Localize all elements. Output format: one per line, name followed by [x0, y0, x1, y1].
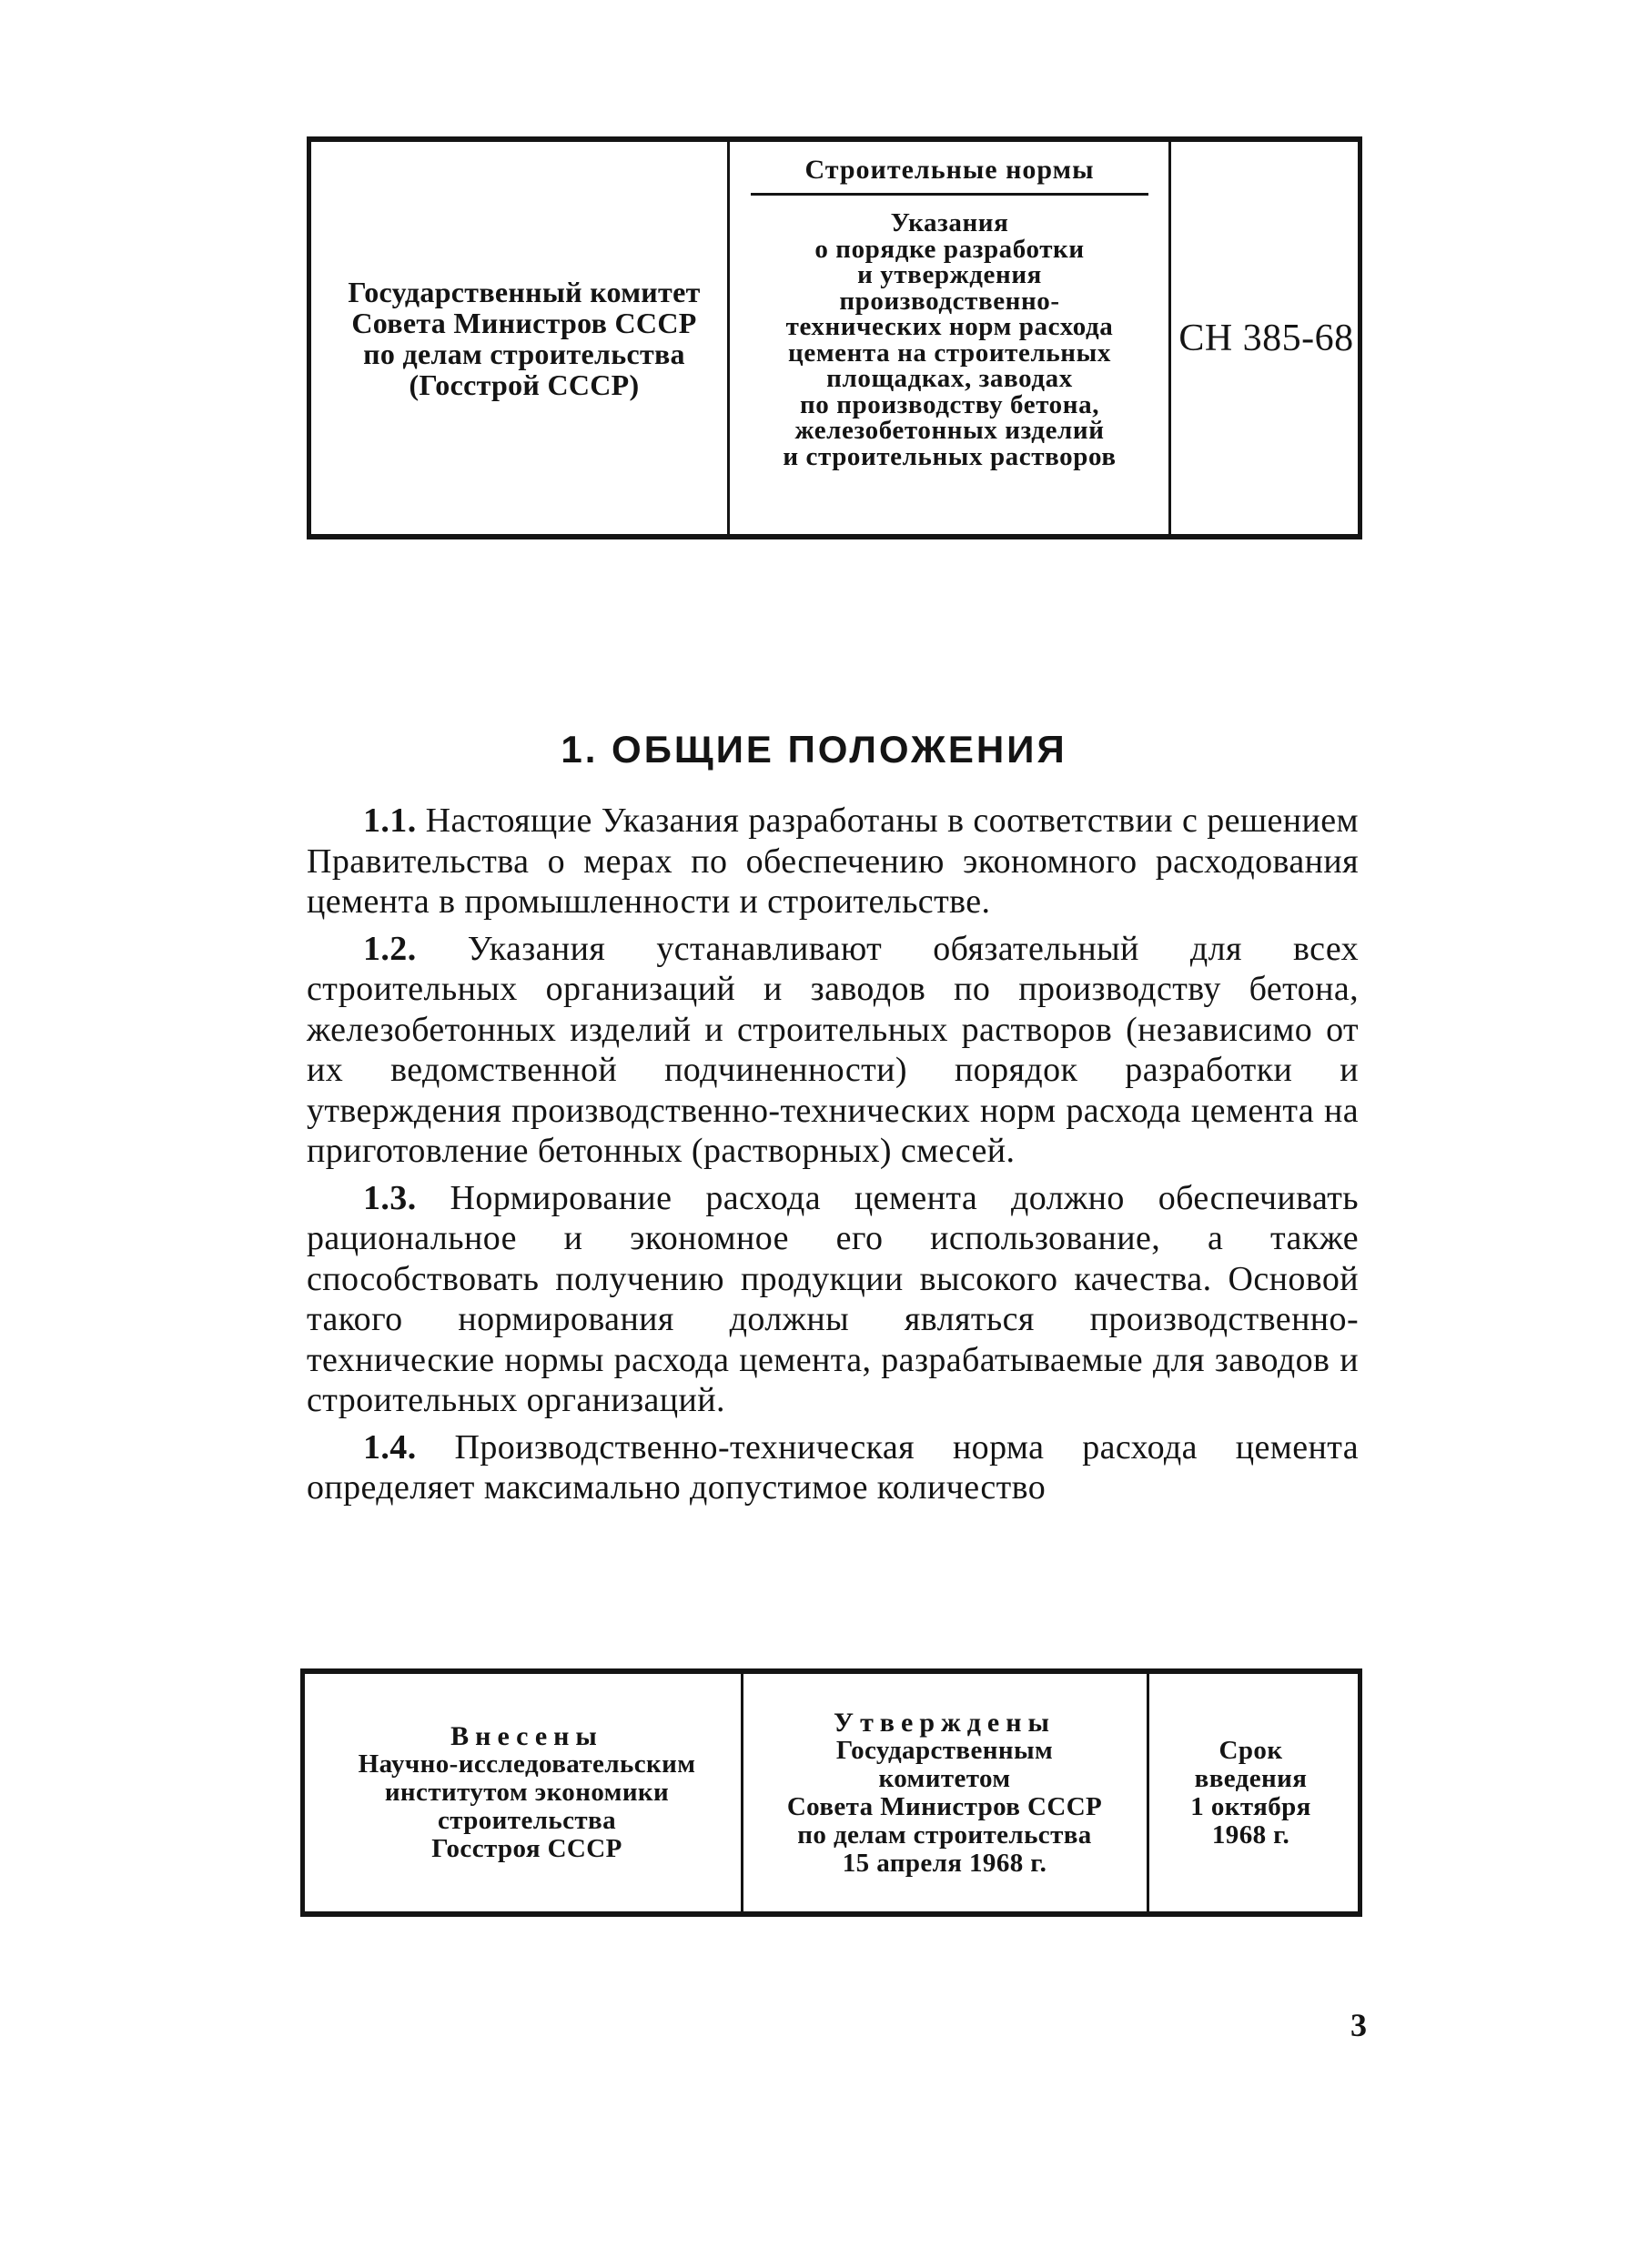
approved-line: 15 апреля 1968 г.	[842, 1848, 1047, 1878]
title-line: технических норм расхода	[785, 312, 1114, 341]
paragraph-1-4	[307, 1427, 1359, 1508]
document-title-cell	[729, 142, 1170, 534]
issuer-line: (Госстрой СССР)	[409, 368, 640, 401]
header-table	[307, 136, 1362, 539]
page-number: 3	[1350, 2007, 1367, 2043]
approved-line: Совета Министров СССР	[786, 1791, 1103, 1821]
approved-label: Утверждены	[834, 1707, 1056, 1738]
effective-line: 1 октября	[1190, 1791, 1311, 1821]
effective-date-cell	[1148, 1674, 1353, 1911]
section-title: 1. ОБЩИЕ ПОЛОЖЕНИЯ	[561, 728, 1067, 771]
paragraph-number: 1.2.	[363, 929, 417, 968]
issuer-cell	[319, 142, 729, 534]
table-left-border	[300, 1674, 305, 1911]
introduced-by-cell	[313, 1674, 741, 1911]
document-code-cell	[1170, 142, 1362, 534]
document-category: Строительные нормы	[751, 156, 1148, 196]
document-code: СН 385-68	[1178, 317, 1354, 359]
introduced-line: строительства	[437, 1806, 616, 1835]
issuer-line: по делам строительства	[363, 337, 685, 370]
footer-table	[300, 1668, 1362, 1917]
section-body	[307, 801, 1359, 1515]
effective-line: введения	[1194, 1763, 1308, 1793]
paragraph-text: Указания устанавливают обязательный для всех строительных организаций и заводов по производству бетона, железобетонных изделий и строительных растворов (независимо от их ведомственной подчиненности) порядок разработки и утверждения производственно-технических норм расхода цемента на приготовление бетонных (растворных) смесей.	[307, 929, 1359, 1170]
paragraph-text: Нормирование расхода цемента должно обеспечивать рациональное и экономное его использование, а также способствовать получению продукции высокого качества. Основой такого нормирования должны являться производственно-технические нормы расхода цемента, разрабатываемые для заводов и строительных организаций.	[307, 1178, 1360, 1419]
table-left-border	[307, 142, 311, 534]
effective-line: 1968 г.	[1211, 1819, 1290, 1850]
paragraph-1-2	[307, 929, 1359, 1172]
paragraph-number: 1.3.	[363, 1178, 417, 1217]
paragraph-number: 1.1.	[363, 801, 417, 840]
introduced-label: Внесены	[450, 1721, 603, 1751]
paragraph-1-1	[307, 801, 1359, 922]
issuer-line: Совета Министров СССР	[351, 306, 697, 339]
title-line: производственно-	[839, 286, 1060, 316]
table-right-border	[1358, 1674, 1362, 1911]
introduced-line: институтом экономики	[384, 1778, 670, 1807]
paragraph-text: Производственно-техническая норма расхода цемента определяет максимально допустимое количество	[307, 1427, 1359, 1507]
approved-line: Государственным	[835, 1735, 1054, 1765]
paragraph-number: 1.4.	[363, 1427, 417, 1467]
introduced-line: Научно-исследовательским	[358, 1749, 696, 1779]
title-line: по производству бетона,	[799, 389, 1100, 419]
document-title	[729, 210, 1170, 469]
approved-by-cell	[743, 1674, 1147, 1911]
approved-line: по делам строительства	[797, 1819, 1092, 1850]
issuer-line: Государственный комитет	[348, 275, 701, 308]
title-line: о порядке разработки	[814, 234, 1085, 264]
title-line: железобетонных изделий	[794, 416, 1105, 445]
effective-line: Срок	[1218, 1735, 1283, 1765]
introduced-line: Госстроя СССР	[431, 1834, 622, 1863]
title-line: и строительных растворов	[783, 441, 1117, 471]
paragraph-text: Настоящие Указания разработаны в соответствии с решением Правительства о мерах по обеспечению экономного расходования цемента в промышленности и строительстве.	[307, 801, 1359, 921]
title-line: цемента на строительных	[788, 338, 1111, 368]
title-line: площадках, заводах	[826, 364, 1073, 393]
approved-line: комитетом	[878, 1763, 1011, 1793]
paragraph-1-3	[307, 1178, 1359, 1421]
title-line: Указания	[890, 208, 1009, 237]
title-line: и утверждения	[857, 260, 1042, 289]
